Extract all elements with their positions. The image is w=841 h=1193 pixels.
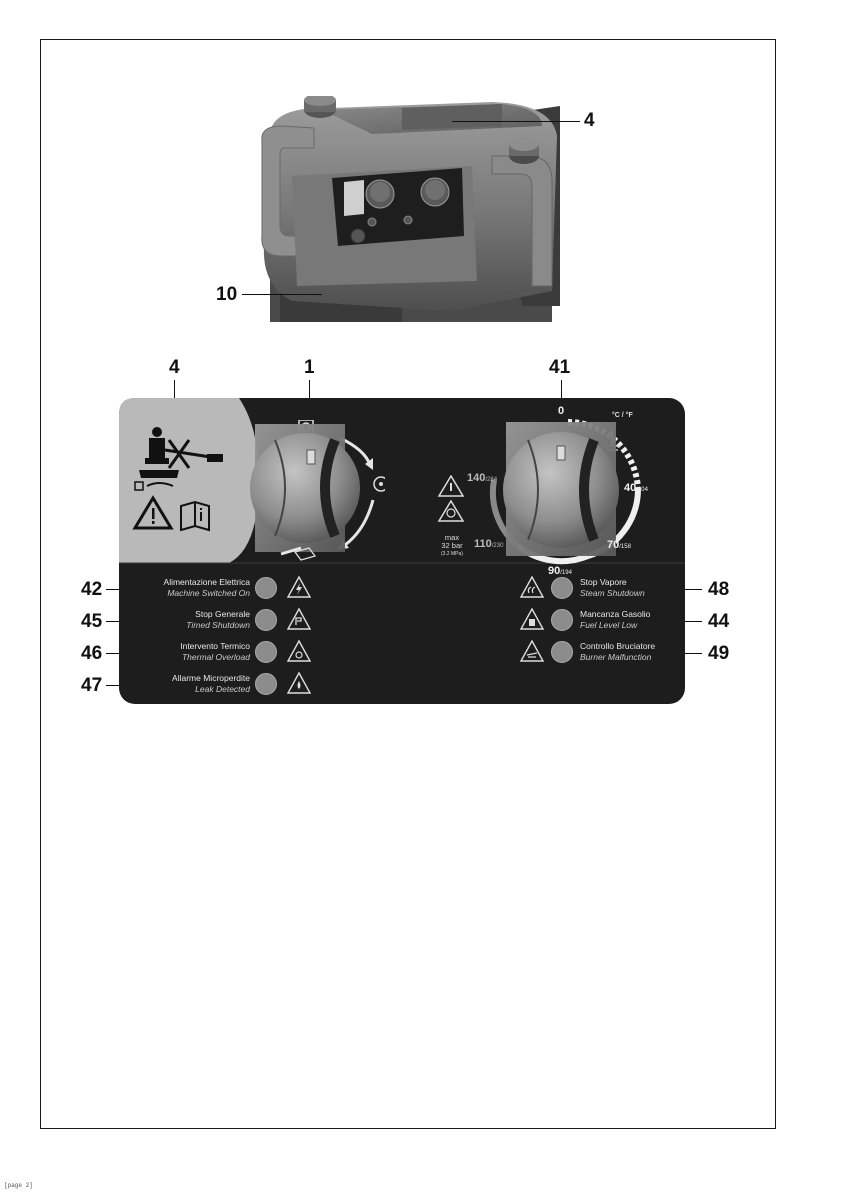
callout-4-photo: 4 — [584, 110, 595, 131]
callout-48: 48 — [708, 579, 730, 600]
indicator-en: Burner Malfunction — [580, 652, 652, 662]
indicator-label-thermal — [120, 641, 250, 663]
leak-warning-icon — [287, 671, 311, 695]
main-switch-knob[interactable] — [245, 420, 385, 565]
leader-line — [242, 294, 322, 295]
machine-photo — [252, 96, 560, 322]
steam-warning-icon — [520, 575, 544, 599]
fuel-warning-icon — [520, 607, 544, 631]
callout-10: 10 — [216, 284, 238, 305]
timed-shutdown-lamp — [255, 609, 277, 631]
leader-line — [106, 589, 120, 590]
indicator-it: Stop Vapore — [580, 577, 627, 587]
indicator-label-steam — [580, 577, 680, 599]
indicator-it: Stop Generale — [195, 609, 250, 619]
page-footer-mark: [page 2] — [4, 1182, 33, 1189]
temp-unit-label: °C / °F — [612, 412, 633, 419]
electric-warning-icon — [287, 575, 311, 599]
pressure-note-line1: max — [444, 533, 460, 542]
callout-49: 49 — [708, 643, 730, 664]
indicator-label-burner — [580, 641, 680, 663]
scale-110-f: /230 — [491, 543, 504, 549]
fuel-level-lamp — [551, 609, 573, 631]
indicator-label-general-stop — [120, 609, 250, 631]
callout-1: 1 — [304, 357, 315, 378]
scale-label-110 — [474, 534, 503, 552]
steam-shutdown-lamp — [551, 577, 573, 599]
callout-4-panel: 4 — [169, 357, 180, 378]
pressure-note-line2: 32 bar — [441, 541, 463, 550]
power-indicator-lamp — [255, 577, 277, 599]
burner-malfunction-lamp — [551, 641, 573, 663]
scale-70-f: /158 — [619, 544, 631, 550]
callout-42: 42 — [81, 579, 103, 600]
leader-line — [452, 121, 580, 122]
indicator-en: Leak Detected — [195, 684, 250, 694]
scale-label-70 — [607, 535, 631, 553]
pressure-note-line3: (3.2 MPa) — [441, 551, 463, 557]
callout-44: 44 — [708, 611, 730, 632]
leader-line — [106, 621, 120, 622]
indicator-it: Mancanza Gasolio — [580, 609, 651, 619]
indicator-it: Alimentazione Elettrica — [163, 577, 250, 587]
scale-140-c: 140 — [467, 472, 486, 484]
leader-line — [684, 589, 702, 590]
indicator-it: Allarme Microperdite — [172, 673, 250, 683]
callout-47: 47 — [81, 675, 103, 696]
indicator-label-power — [120, 577, 250, 599]
scale-90-f: /194 — [560, 570, 572, 576]
indicator-en: Timed Shutdown — [186, 620, 250, 630]
callout-41: 41 — [549, 357, 571, 378]
leader-line — [684, 621, 702, 622]
scale-70-c: 70 — [607, 539, 620, 551]
indicator-en: Thermal Overload — [181, 652, 250, 662]
leader-line — [106, 653, 120, 654]
scale-90-c: 90 — [548, 565, 561, 577]
burner-warning-icon — [520, 639, 544, 663]
pressure-note — [437, 534, 467, 558]
callout-45: 45 — [81, 611, 103, 632]
scale-label-0: 0 — [558, 405, 565, 417]
indicator-label-fuel — [580, 609, 680, 631]
thermal-warning-icon — [287, 639, 311, 663]
pressure-warning-icons — [437, 475, 465, 533]
timer-warning-icon — [287, 607, 311, 631]
indicator-it: Controllo Bruciatore — [580, 641, 656, 651]
scale-label-40 — [624, 478, 648, 496]
callout-46: 46 — [81, 643, 103, 664]
leader-line — [106, 685, 120, 686]
indicator-en: Steam Shutdown — [580, 588, 645, 598]
leak-detected-lamp — [255, 673, 277, 695]
scale-40-f: /104 — [636, 487, 648, 493]
scale-label-140 — [467, 468, 497, 486]
scale-40-c: 40 — [624, 482, 637, 494]
scale-140-f: /284 — [485, 477, 498, 483]
safety-sticker — [129, 420, 239, 540]
leader-line — [684, 653, 702, 654]
indicator-en: Fuel Level Low — [580, 620, 638, 630]
indicator-it: Intervento Termico — [180, 641, 250, 651]
scale-110-c: 110 — [474, 538, 492, 550]
indicator-label-leak — [120, 673, 250, 695]
indicator-en: Machine Switched On — [167, 588, 250, 598]
thermal-overload-lamp — [255, 641, 277, 663]
